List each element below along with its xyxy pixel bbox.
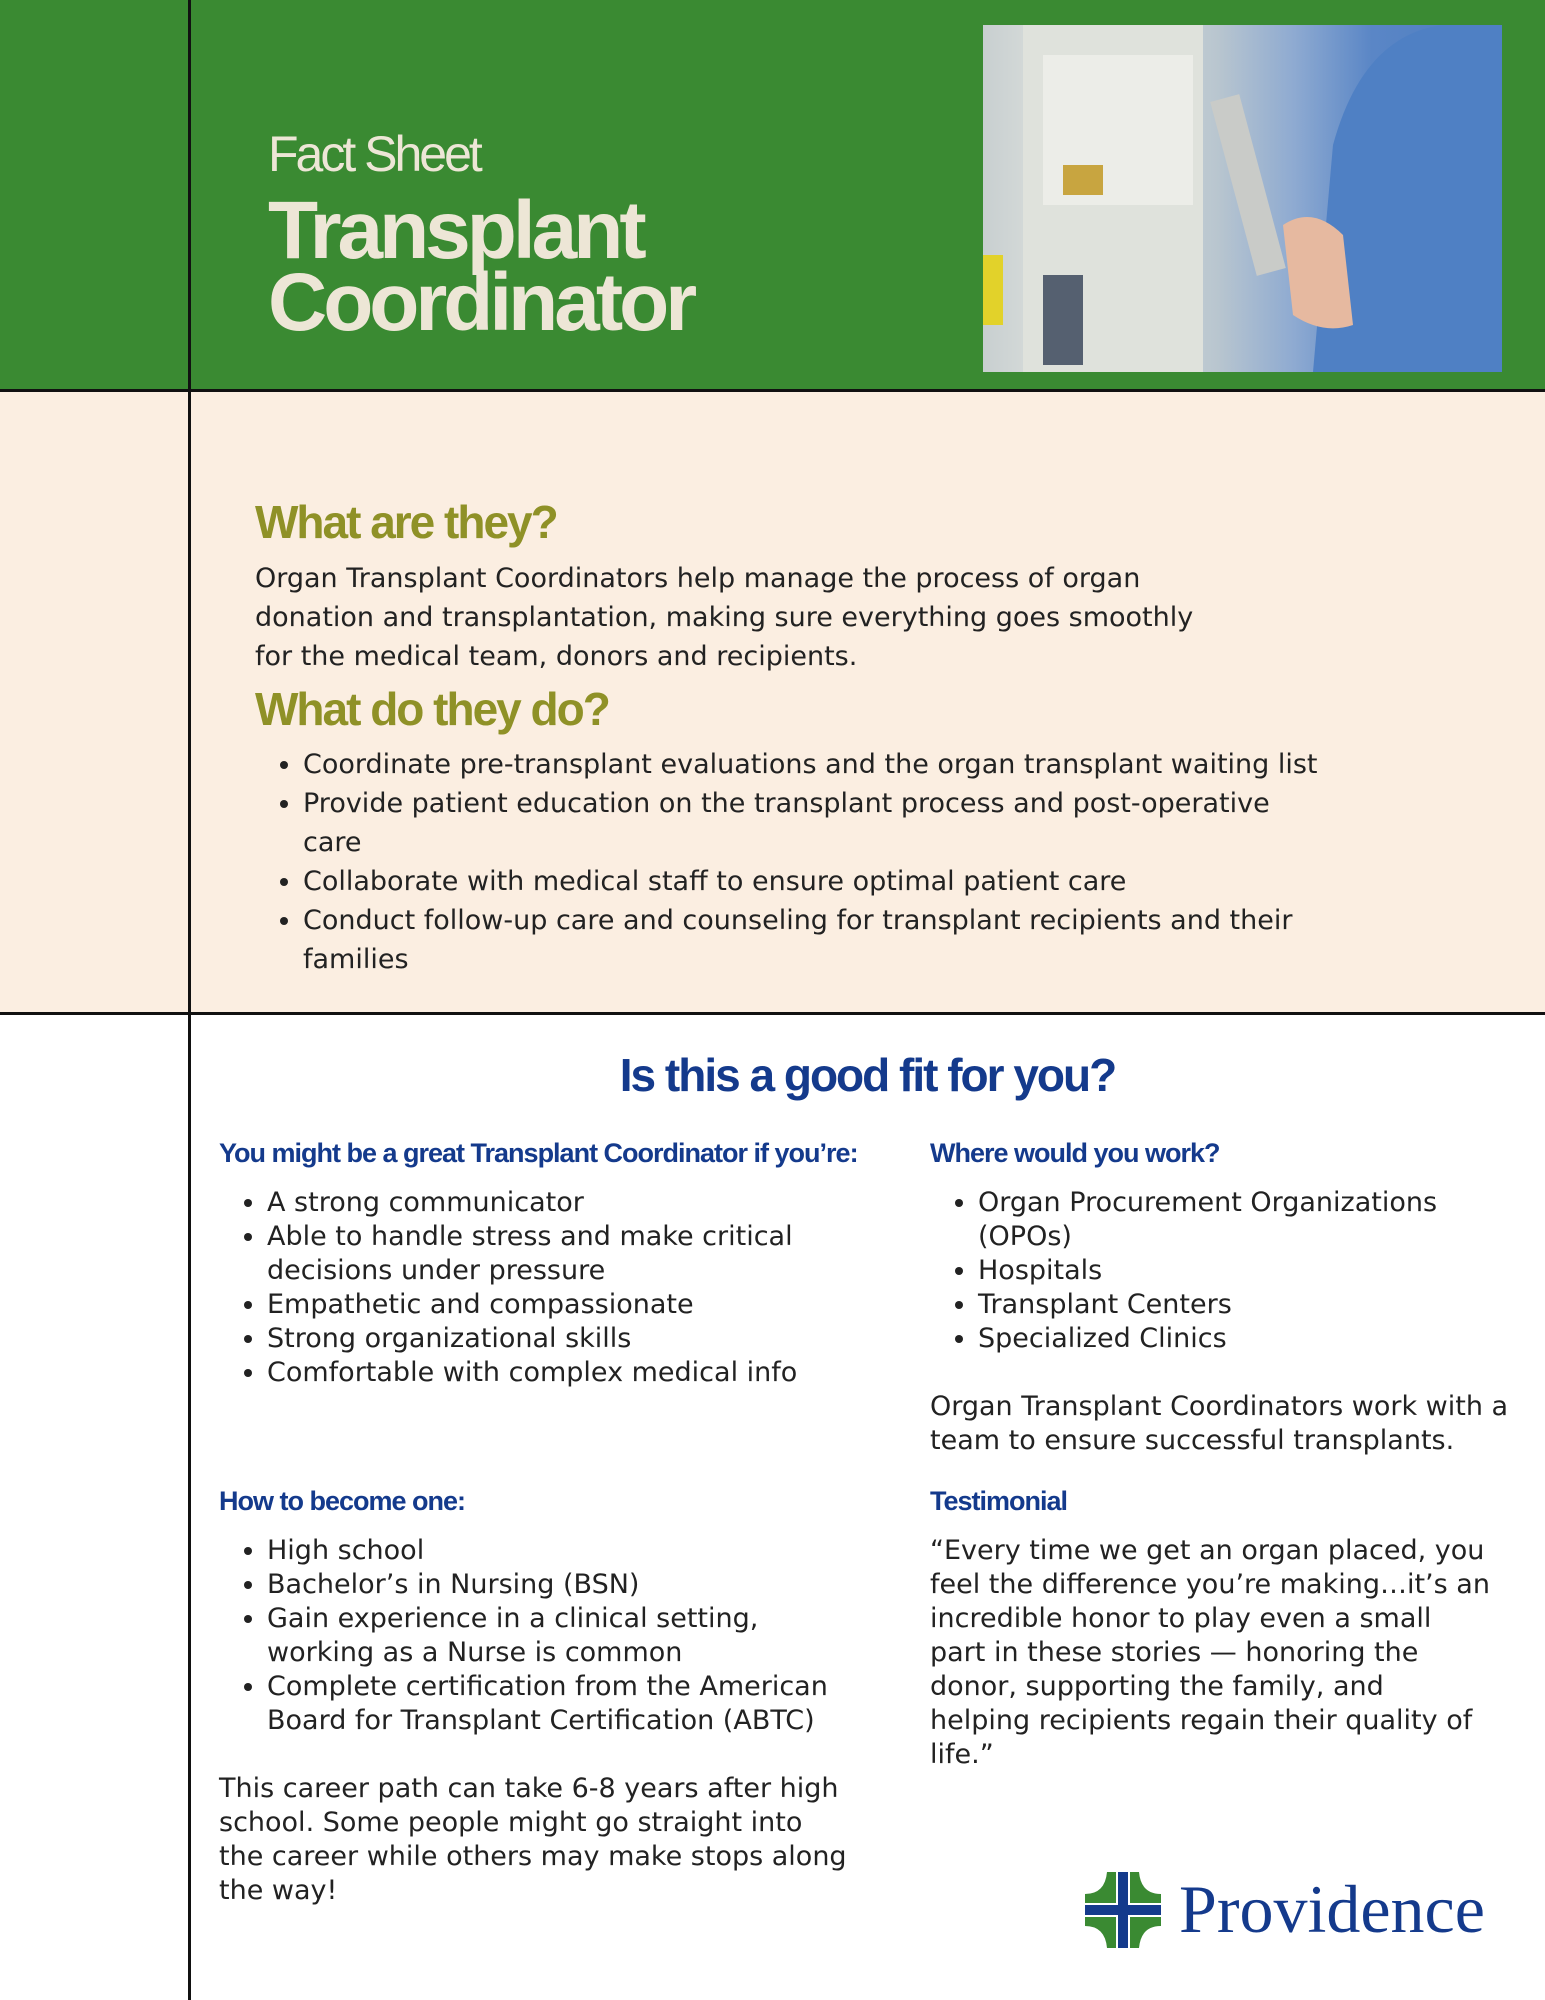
- list-item: • Organ Procurement Organizations (OPOs): [978, 1186, 1510, 1254]
- list-item: • Empathetic and compassionate: [267, 1288, 859, 1322]
- page-title: [268, 185, 694, 348]
- nurse-photo-illustration: [983, 25, 1502, 372]
- list-item: • Specialized Clinics: [978, 1322, 1510, 1356]
- title-line-1: Transplant: [268, 185, 643, 276]
- what-heading: What are they?: [255, 496, 557, 548]
- do-list: [255, 745, 1335, 979]
- traits-column: [219, 1186, 859, 1390]
- list-item: • Coordinate pre-transplant evaluations and the organ transplant waiting list: [303, 745, 1335, 784]
- vertical-rule: [188, 0, 191, 2000]
- list-item: • Provide patient education on the transplant process and post-operative care: [303, 784, 1335, 862]
- list-item: • Hospitals: [978, 1254, 1510, 1288]
- testimonial-quote: “Every time we get an organ placed, you feel the difference you’re making…it’s an incredible honor to play even a small part in these stories — honoring the donor, supporting the family, and helping recipients regain their quality of life.”: [930, 1535, 1490, 1770]
- intro-section: [0, 392, 1545, 1015]
- traits-heading: You might be a great Transplant Coordinator if you’re:: [219, 1138, 858, 1168]
- do-heading: What do they do?: [255, 683, 609, 735]
- list-item: • High school: [267, 1534, 859, 1568]
- traits-list: [219, 1186, 859, 1390]
- eyebrow: Fact Sheet: [268, 126, 480, 182]
- work-note: Organ Transplant Coordinators work with a team to ensure successful transplants.: [930, 1391, 1509, 1456]
- work-list: [930, 1186, 1510, 1356]
- providence-logo: [1085, 1870, 1485, 1949]
- title-line-2: Coordinator: [268, 257, 694, 348]
- become-list: [219, 1534, 859, 1738]
- list-item: • Transplant Centers: [978, 1288, 1510, 1322]
- testimonial-heading: Testimonial: [930, 1486, 1068, 1516]
- list-item: • Complete certification from the American Board for Transplant Certification (ABTC): [267, 1670, 859, 1738]
- list-item: • A strong communicator: [267, 1186, 859, 1220]
- providence-cross-icon: [1085, 1872, 1161, 1948]
- list-item: • Strong organizational skills: [267, 1322, 859, 1356]
- become-note: This career path can take 6-8 years after high school. Some people might go straight into the career while others may make stops along the way!: [219, 1773, 847, 1906]
- list-item: • Collaborate with medical staff to ensure optimal patient care: [303, 862, 1335, 901]
- become-heading: How to become one:: [219, 1486, 466, 1516]
- what-text: Organ Transplant Coordinators help manage the process of organ donation and transplantation, making sure everything goes smoothly for the medical team, donors and recipients.: [255, 563, 1194, 672]
- fit-heading: Is this a good fit for you?: [619, 1049, 1116, 1101]
- list-item: • Gain experience in a clinical setting, working as a Nurse is common: [267, 1602, 859, 1670]
- list-item: • Bachelor’s in Nursing (BSN): [267, 1568, 859, 1602]
- list-item: • Conduct follow-up care and counseling for transplant recipients and their families: [303, 901, 1335, 979]
- providence-wordmark: Providence: [1179, 1871, 1485, 1947]
- work-column: [930, 1186, 1510, 1458]
- nurse-photo: [983, 25, 1502, 372]
- header-banner: [0, 0, 1545, 392]
- work-heading: Where would you work?: [930, 1138, 1220, 1168]
- become-column: [219, 1534, 859, 1908]
- list-item: • Comfortable with complex medical info: [267, 1356, 859, 1390]
- list-item: • Able to handle stress and make critical decisions under pressure: [267, 1220, 859, 1288]
